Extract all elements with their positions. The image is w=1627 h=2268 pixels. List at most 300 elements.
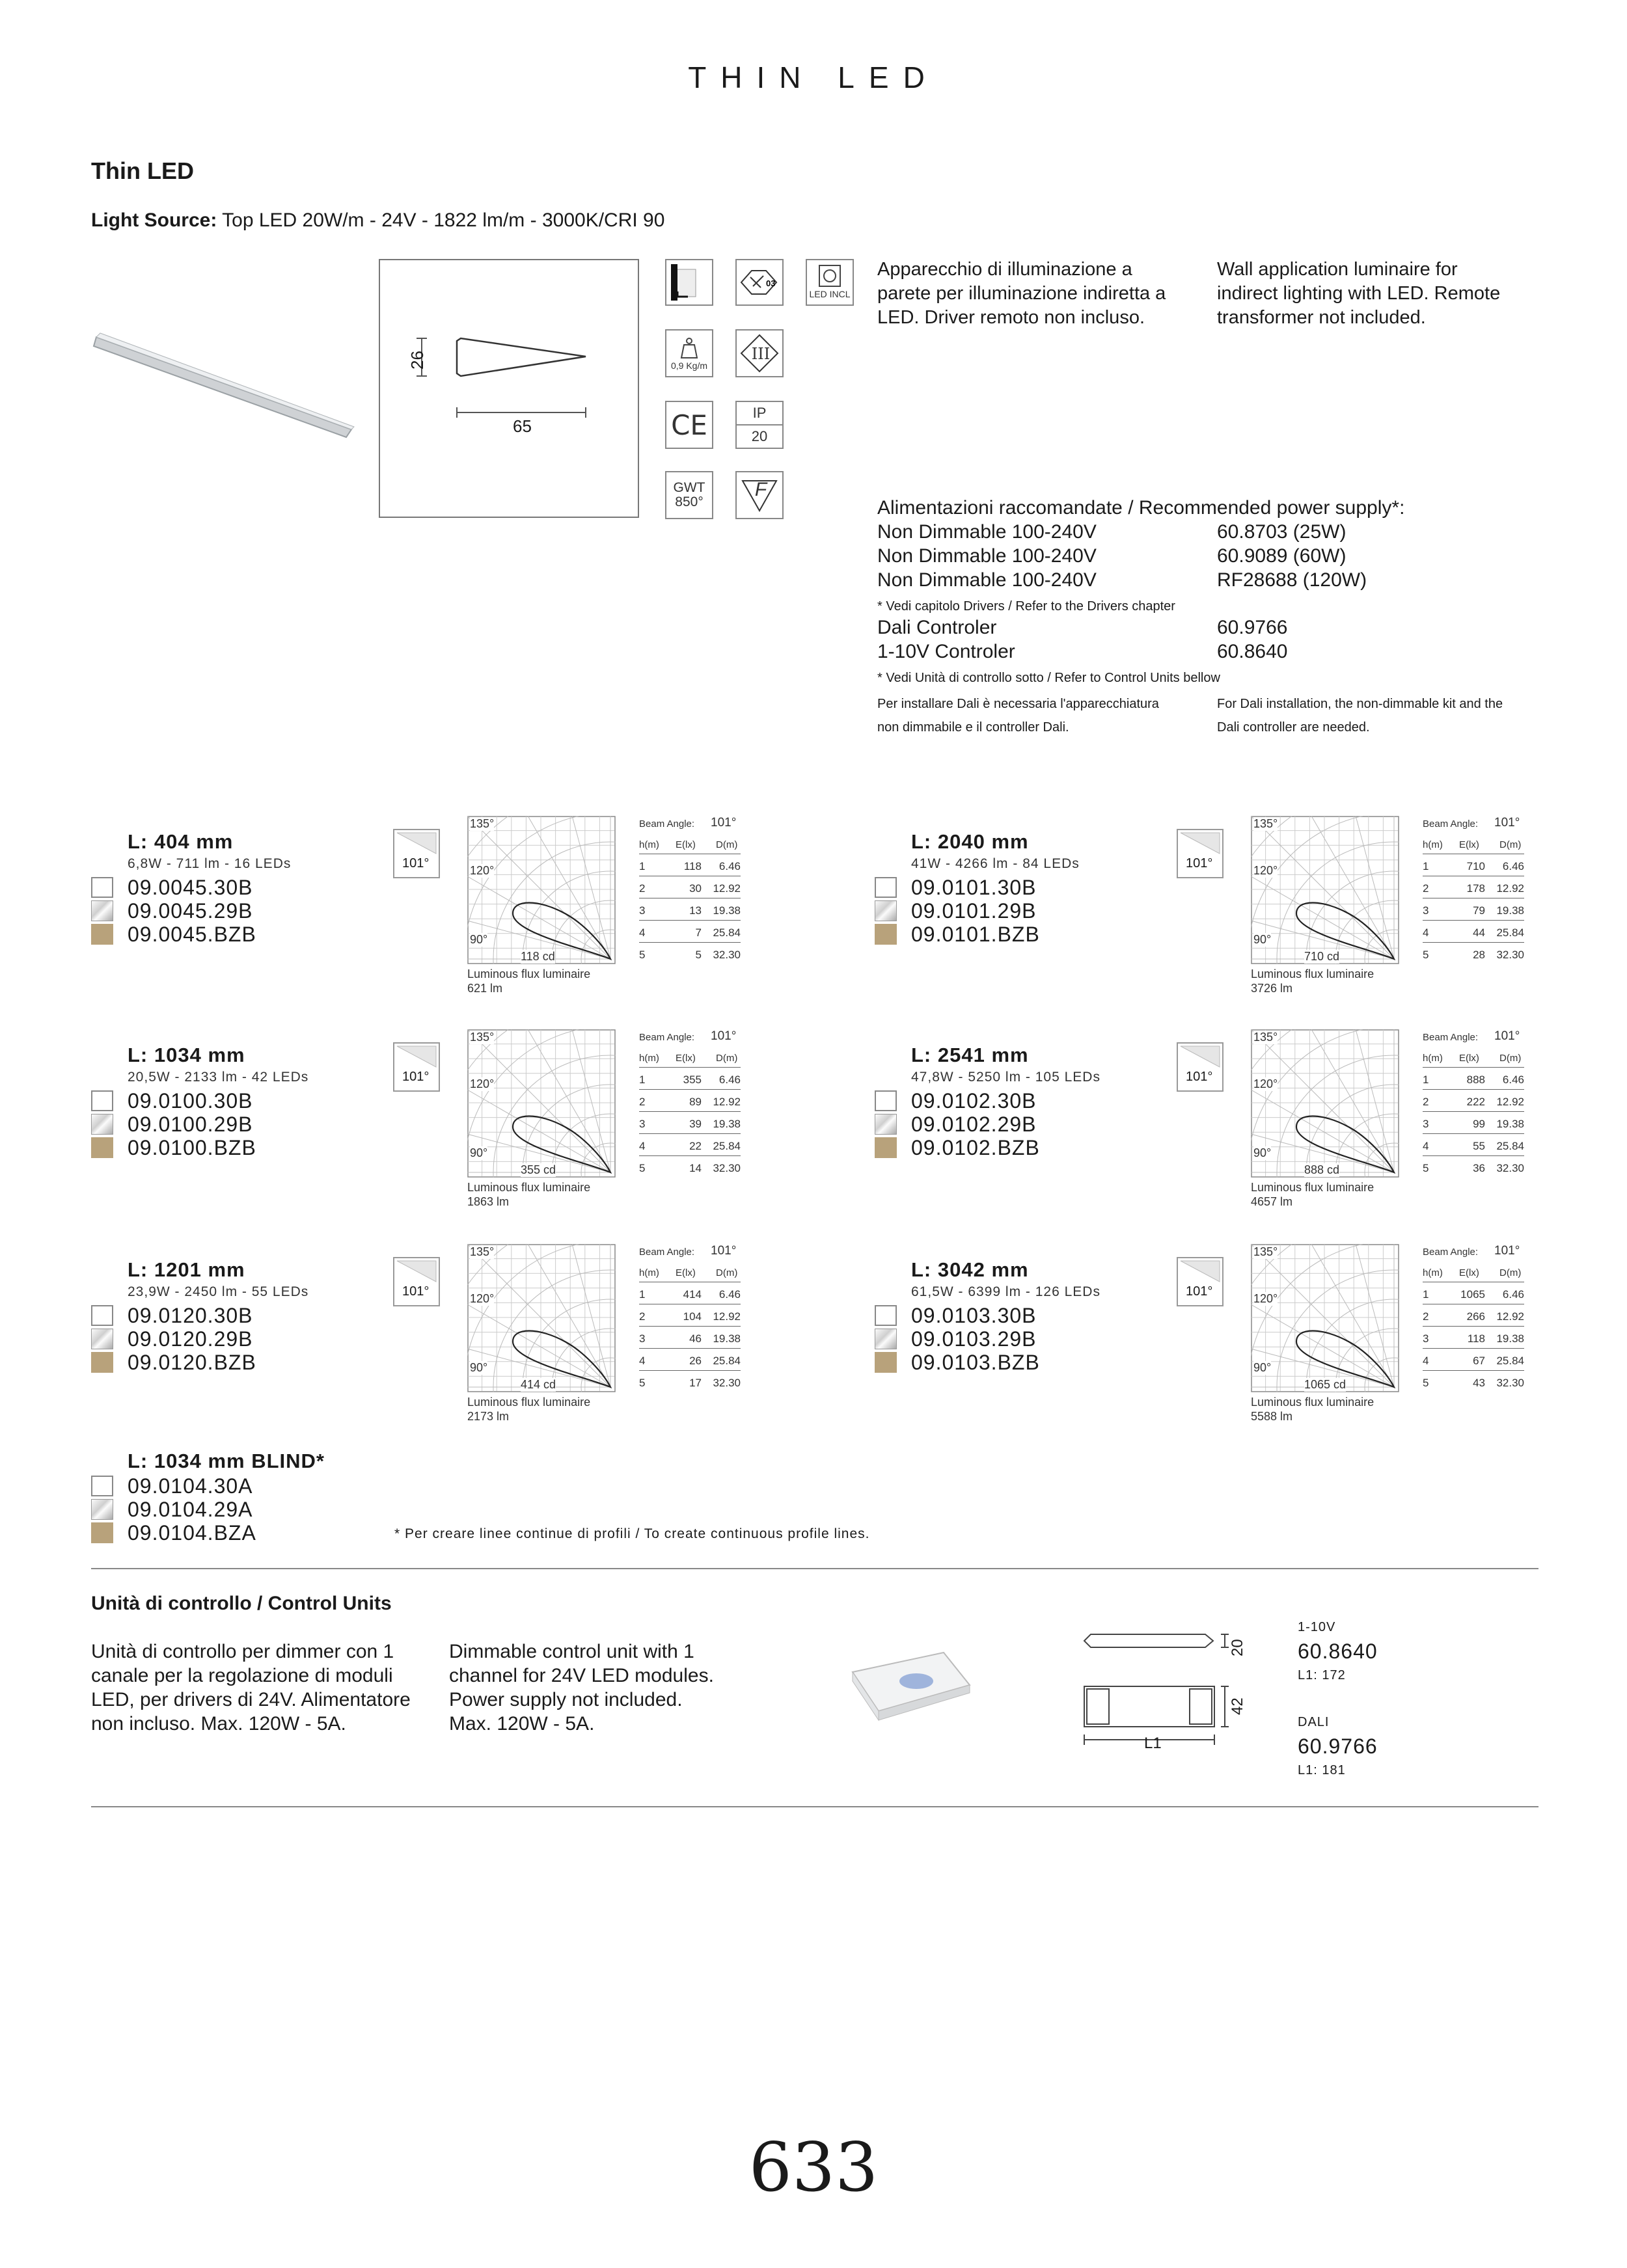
- table-cell-h: 2: [1423, 1310, 1429, 1323]
- col-h-header: h(m): [639, 1053, 659, 1064]
- swatch-bronze: [91, 924, 113, 945]
- cu-l1: L1: 181: [1298, 1763, 1346, 1777]
- table-cell-e: 178: [1466, 882, 1485, 895]
- table-cell-d: 12.92: [713, 1096, 741, 1108]
- flux-label: Luminous flux luminaire: [1251, 967, 1374, 980]
- table-cell-e: 99: [1473, 1118, 1485, 1130]
- dali-note-en-line: For Dali installation, the non-dimmable kit and the: [1217, 697, 1503, 711]
- page-title: THIN LED: [688, 61, 939, 94]
- light-source: [91, 209, 664, 232]
- swatch-chrome: [91, 1499, 113, 1520]
- blind-code: 09.0104.BZA: [128, 1521, 256, 1545]
- table-cell-h: 1: [1423, 860, 1429, 872]
- col-e-header: E(lx): [676, 1267, 696, 1278]
- beam-cone-icon: [394, 830, 439, 856]
- gwt-label: GWT: [673, 480, 705, 495]
- beam-angle-icon: [393, 829, 440, 878]
- table-cell-d: 25.84: [1496, 926, 1524, 939]
- variant-title: L: 3042 mm: [911, 1258, 1029, 1281]
- table-cell-e: 118: [683, 860, 702, 872]
- control-units-desc-it: [91, 1640, 411, 1736]
- swatch-bronze: [875, 924, 897, 945]
- variant-title: L: 1034 mm: [128, 1044, 245, 1066]
- flux-value: 2173 lm: [467, 1410, 510, 1423]
- table-cell-e: 55: [1473, 1140, 1485, 1152]
- col-h-header: h(m): [1423, 1053, 1443, 1064]
- table-cell-e: 36: [1473, 1162, 1485, 1174]
- cu-type: DALI: [1298, 1715, 1330, 1729]
- table-cell-d: 6.46: [718, 1073, 741, 1086]
- table-cell-h: 2: [1423, 1096, 1429, 1108]
- table-cell-d: 32.30: [1496, 1377, 1524, 1389]
- beam-angle-icon: [1177, 829, 1224, 878]
- product-code: 09.0101.BZB: [911, 923, 1040, 946]
- cu-en-line: Max. 120W - 5A.: [449, 1713, 595, 1735]
- table-cell-h: 5: [1423, 949, 1429, 961]
- cu-en-line: Dimmable control unit with 1: [449, 1641, 694, 1662]
- light-source-label: Light Source:: [91, 209, 217, 231]
- beam-angle-title: Beam Angle:: [639, 1032, 695, 1043]
- power-supply-value: 60.9089 (60W): [1217, 545, 1347, 567]
- table-cell-h: 4: [1423, 926, 1429, 939]
- swatch-bronze: [875, 1352, 897, 1373]
- dimension-l1: L1: [1144, 1735, 1162, 1752]
- angle-120-label: 120°: [1253, 864, 1278, 877]
- table-cell-e: 104: [683, 1310, 702, 1323]
- table-cell-d: 32.30: [1496, 1162, 1524, 1174]
- variant-spec: 20,5W - 2133 lm - 42 LEDs: [128, 1070, 309, 1085]
- col-h-header: h(m): [639, 839, 659, 850]
- swatch-chrome: [91, 900, 113, 921]
- polar-diagram: [1251, 816, 1399, 964]
- swatch-white: [91, 877, 113, 898]
- table-cell-d: 25.84: [713, 1140, 741, 1152]
- swatch-chrome: [91, 1114, 113, 1135]
- beam-angle-title: Beam Angle:: [1423, 1032, 1479, 1043]
- table-row-rule: [1423, 1133, 1524, 1134]
- gwt-icon: [665, 471, 713, 519]
- drivers-note: * Vedi capitolo Drivers / Refer to the Drivers chapter: [877, 599, 1175, 614]
- flux-label: Luminous flux luminaire: [467, 1396, 591, 1409]
- beam-cone-shape: [1181, 1261, 1220, 1282]
- led-incl-label: LED INCL: [809, 289, 851, 299]
- polar-diagram: [467, 1029, 616, 1178]
- table-cell-h: 1: [639, 1288, 646, 1301]
- ip-rating-icon: [735, 401, 784, 449]
- table-cell-e: 46: [689, 1332, 702, 1345]
- table-row-rule: [639, 1111, 741, 1112]
- product-code: 09.0045.BZB: [128, 923, 256, 946]
- table-cell-e: 118: [1467, 1332, 1485, 1345]
- table-cell-e: 13: [689, 904, 702, 917]
- table-cell-e: 5: [695, 949, 702, 961]
- product-code: 09.0120.30B: [128, 1304, 253, 1327]
- table-cell-h: 1: [1423, 1073, 1429, 1086]
- table-cell-d: 19.38: [1496, 1118, 1524, 1130]
- variant-spec: 47,8W - 5250 lm - 105 LEDs: [911, 1070, 1101, 1085]
- angle-120-label: 120°: [470, 1077, 495, 1090]
- table-cell-d: 25.84: [713, 926, 741, 939]
- power-supply-labels-2: [877, 615, 1015, 664]
- col-e-header: E(lx): [676, 1053, 696, 1064]
- table-cell-h: 5: [1423, 1377, 1429, 1389]
- polar-diagram: [1251, 1244, 1399, 1392]
- table-cell-h: 4: [639, 1355, 646, 1367]
- beam-angle-value: 101°: [711, 816, 737, 830]
- table-cell-h: 4: [639, 1140, 646, 1152]
- table-cell-e: 28: [1473, 949, 1485, 961]
- flux-value: 621 lm: [467, 982, 503, 995]
- angle-135-label: 135°: [1253, 1031, 1278, 1044]
- beam-angle-value: 101°: [1494, 1244, 1520, 1258]
- candela-label: 414 cd: [521, 1378, 556, 1391]
- table-cell-e: 222: [1466, 1096, 1485, 1108]
- table-cell-h: 5: [639, 1377, 646, 1389]
- dali-note-en: [1217, 692, 1503, 739]
- f-mark-icon: [735, 471, 784, 519]
- swatch-white: [875, 1305, 897, 1326]
- variant-title: L: 2541 mm: [911, 1044, 1029, 1066]
- col-d-header: D(m): [716, 1267, 738, 1278]
- description-en-line: indirect lighting with LED. Remote: [1217, 283, 1501, 304]
- table-cell-h: 1: [639, 1073, 646, 1086]
- beam-cone-icon: [394, 1258, 439, 1284]
- candela-label: 355 cd: [521, 1163, 556, 1176]
- table-row-rule: [639, 920, 741, 921]
- table-row-rule: [1423, 1111, 1524, 1112]
- angle-135-label: 135°: [1253, 817, 1278, 830]
- table-cell-e: 1065: [1460, 1288, 1485, 1301]
- table-cell-d: 19.38: [713, 1118, 741, 1130]
- angle-90-label: 90°: [1253, 1361, 1272, 1374]
- flux-label: Luminous flux luminaire: [1251, 1181, 1374, 1194]
- table-cell-h: 4: [639, 926, 646, 939]
- swatch-bronze: [91, 1522, 113, 1543]
- table-cell-h: 5: [639, 949, 646, 961]
- table-cell-e: 414: [683, 1288, 702, 1301]
- dali-note-it-line: Per installare Dali è necessaria l'apparecchiatura: [877, 697, 1159, 711]
- angle-135-label: 135°: [470, 817, 495, 830]
- table-cell-h: 3: [1423, 904, 1429, 917]
- flux-value: 4657 lm: [1251, 1195, 1293, 1208]
- profile-sketch: [379, 259, 639, 518]
- variant-spec: 41W - 4266 lm - 84 LEDs: [911, 856, 1080, 871]
- table-cell-e: 89: [689, 1096, 702, 1108]
- table-cell-h: 2: [639, 1096, 646, 1108]
- table-cell-d: 32.30: [713, 1162, 741, 1174]
- table-cell-h: 4: [1423, 1355, 1429, 1367]
- table-cell-h: 2: [1423, 882, 1429, 895]
- table-cell-e: 30: [689, 882, 702, 895]
- beam-cone-shape: [397, 1261, 436, 1282]
- table-cell-e: 888: [1466, 1073, 1485, 1086]
- table-row-rule: [1423, 1348, 1524, 1349]
- cu-type: 1-10V: [1298, 1620, 1336, 1634]
- swatch-bronze: [91, 1352, 113, 1373]
- table-cell-h: 2: [639, 1310, 646, 1323]
- dimension-42: 42: [1229, 1697, 1246, 1715]
- beam-angle-label: 101°: [402, 1070, 430, 1084]
- table-cell-e: 710: [1466, 860, 1485, 872]
- candela-label: 1065 cd: [1304, 1378, 1347, 1391]
- table-cell-d: 19.38: [713, 904, 741, 917]
- table-cell-e: 26: [689, 1355, 702, 1367]
- cu-l1: L1: 172: [1298, 1668, 1346, 1682]
- col-e-header: E(lx): [676, 839, 696, 850]
- table-cell-h: 3: [1423, 1332, 1429, 1345]
- class-iii-icon: [735, 329, 784, 377]
- table-row-rule: [1423, 942, 1524, 943]
- col-h-header: h(m): [1423, 1267, 1443, 1278]
- table-cell-d: 32.30: [1496, 949, 1524, 961]
- beam-angle-title: Beam Angle:: [639, 1247, 695, 1258]
- table-cell-h: 3: [1423, 1118, 1429, 1130]
- candela-label: 710 cd: [1304, 950, 1340, 963]
- angle-90-label: 90°: [1253, 933, 1272, 946]
- swatch-white: [91, 1090, 113, 1111]
- table-row-rule: [1423, 1326, 1524, 1327]
- dimension-20: 20: [1229, 1639, 1246, 1656]
- beam-angle-label: 101°: [1186, 856, 1213, 871]
- table-row-rule: [639, 1326, 741, 1327]
- table-row-rule: [1423, 1370, 1524, 1371]
- col-d-header: D(m): [1499, 1053, 1522, 1064]
- col-e-header: E(lx): [1459, 1267, 1479, 1278]
- swatch-chrome: [875, 900, 897, 921]
- flux-value: 1863 lm: [467, 1195, 510, 1208]
- table-cell-d: 25.84: [1496, 1140, 1524, 1152]
- power-supply-values-2: [1217, 615, 1287, 664]
- table-cell-d: 19.38: [1496, 1332, 1524, 1345]
- table-cell-d: 12.92: [713, 882, 741, 895]
- ce-mark-icon: CE: [665, 401, 713, 449]
- power-supply-label: Dali Controler: [877, 617, 997, 638]
- table-cell-h: 5: [1423, 1162, 1429, 1174]
- product-photo: [91, 332, 358, 442]
- variant-title: L: 404 mm: [128, 830, 234, 853]
- table-cell-h: 5: [639, 1162, 646, 1174]
- description-it-line: LED. Driver remoto non incluso.: [877, 307, 1145, 328]
- beam-angle-label: 101°: [1186, 1284, 1213, 1299]
- beam-angle-value: 101°: [711, 1244, 737, 1258]
- table-cell-d: 12.92: [1496, 1310, 1524, 1323]
- product-code: 09.0103.29B: [911, 1327, 1037, 1351]
- table-cell-d: 32.30: [713, 1377, 741, 1389]
- table-cell-h: 4: [1423, 1140, 1429, 1152]
- power-supply-value: 60.8640: [1217, 641, 1288, 662]
- control-units-desc-en: [449, 1640, 714, 1736]
- beam-cone-icon: [1178, 1044, 1222, 1070]
- angle-90-label: 90°: [470, 1361, 488, 1374]
- blind-code: 09.0104.30A: [128, 1474, 253, 1498]
- light-source-value: Top LED 20W/m - 24V - 1822 lm/m - 3000K/CRI 90: [217, 209, 665, 231]
- table-cell-h: 2: [639, 882, 646, 895]
- beam-angle-value: 101°: [711, 1029, 737, 1043]
- beam-cone-shape: [1181, 833, 1220, 854]
- cu-code: 60.9766: [1298, 1735, 1378, 1758]
- beam-cone-icon: [1178, 1258, 1222, 1284]
- blind-variant-title: L: 1034 mm BLIND*: [128, 1450, 325, 1472]
- table-cell-d: 19.38: [1496, 904, 1524, 917]
- swatch-chrome: [91, 1329, 113, 1349]
- class-iii-label: III: [751, 345, 771, 363]
- col-d-header: D(m): [716, 1053, 738, 1064]
- angle-90-label: 90°: [470, 1146, 488, 1159]
- flux-label: Luminous flux luminaire: [467, 1181, 591, 1194]
- beam-angle-label: 101°: [1186, 1070, 1213, 1084]
- height-dimension: 26: [407, 351, 427, 370]
- table-cell-e: 67: [1473, 1355, 1485, 1367]
- beam-angle-title: Beam Angle:: [639, 818, 695, 830]
- angle-120-label: 120°: [1253, 1077, 1278, 1090]
- power-supply-label: Non Dimmable 100-240V: [877, 569, 1097, 591]
- swatch-white: [91, 1476, 113, 1496]
- variant-spec: 6,8W - 711 lm - 16 LEDs: [128, 856, 292, 871]
- product-code: 09.0101.30B: [911, 876, 1037, 899]
- table-cell-d: 12.92: [1496, 1096, 1524, 1108]
- table-row-rule: [1423, 920, 1524, 921]
- product-code: 09.0100.BZB: [128, 1136, 256, 1159]
- table-row-rule: [639, 1370, 741, 1371]
- product-title: Thin LED: [91, 157, 194, 184]
- power-supply-label: Non Dimmable 100-240V: [877, 521, 1097, 543]
- dali-note-en-line: Dali controller are needed.: [1217, 720, 1370, 735]
- table-cell-e: 7: [695, 926, 702, 939]
- beam-cone-icon: [1178, 830, 1222, 856]
- control-units-note: * Vedi Unità di controllo sotto / Refer to Control Units bellow: [877, 671, 1220, 685]
- angle-120-label: 120°: [470, 864, 495, 877]
- candela-label: 118 cd: [521, 950, 555, 963]
- description-it: [877, 258, 1166, 330]
- swatch-white: [875, 877, 897, 898]
- table-cell-d: 6.46: [1502, 1073, 1524, 1086]
- table-row-rule: [1423, 1155, 1524, 1156]
- table-cell-e: 43: [1473, 1377, 1485, 1389]
- table-row-rule: [1423, 1089, 1524, 1090]
- table-cell-h: 3: [639, 1332, 646, 1345]
- section-divider: [91, 1806, 1538, 1807]
- dali-note-it: [877, 692, 1159, 739]
- beam-angle-icon: [393, 1042, 440, 1092]
- table-cell-d: 32.30: [713, 949, 741, 961]
- angle-135-label: 135°: [470, 1245, 495, 1258]
- candela-label: 888 cd: [1304, 1163, 1340, 1176]
- product-code: 09.0120.29B: [128, 1327, 253, 1351]
- table-cell-h: 3: [639, 1118, 646, 1130]
- table-cell-d: 6.46: [1502, 1288, 1524, 1301]
- weight-label: 0,9 Kg/m: [670, 360, 708, 371]
- flux-value: 3726 lm: [1251, 982, 1293, 995]
- product-code: 09.0100.29B: [128, 1113, 253, 1136]
- swatch-chrome: [875, 1114, 897, 1135]
- power-supply-value: 60.8703 (25W): [1217, 521, 1347, 543]
- table-cell-d: 12.92: [713, 1310, 741, 1323]
- polar-diagram: [1251, 1029, 1399, 1178]
- dali-note-it-line: non dimmabile e il controller Dali.: [877, 720, 1069, 735]
- beam-angle-label: 101°: [402, 856, 430, 871]
- variant-spec: 61,5W - 6399 lm - 126 LEDs: [911, 1284, 1101, 1299]
- variant-title: L: 2040 mm: [911, 830, 1029, 853]
- table-cell-e: 355: [683, 1073, 702, 1086]
- col-e-header: E(lx): [1459, 1053, 1479, 1064]
- cu-en-line: channel for 24V LED modules.: [449, 1665, 714, 1686]
- col-h-header: h(m): [1423, 839, 1443, 850]
- table-cell-e: 14: [689, 1162, 702, 1174]
- table-cell-e: 266: [1466, 1310, 1485, 1323]
- power-supply-label: 1-10V Controler: [877, 641, 1015, 662]
- description-en: [1217, 258, 1500, 330]
- ip-value: 20: [751, 428, 768, 444]
- col-h-header: h(m): [639, 1267, 659, 1278]
- power-supply-label: Non Dimmable 100-240V: [877, 545, 1097, 567]
- product-code: 09.0103.30B: [911, 1304, 1037, 1327]
- cu-it-line: LED, per drivers di 24V. Alimentatore: [91, 1689, 411, 1710]
- ip-divider: [735, 424, 784, 425]
- table-cell-h: 1: [639, 860, 646, 872]
- cu-code: 60.8640: [1298, 1640, 1378, 1663]
- table-cell-e: 17: [689, 1377, 702, 1389]
- product-code: 09.0101.29B: [911, 899, 1037, 923]
- power-supply-value: RF28688 (120W): [1217, 569, 1367, 591]
- angle-90-label: 90°: [470, 933, 488, 946]
- col-d-header: D(m): [1499, 1267, 1522, 1278]
- flux-label: Luminous flux luminaire: [467, 967, 591, 980]
- description-en-line: Wall application luminaire for: [1217, 259, 1458, 280]
- product-code: 09.0102.BZB: [911, 1136, 1040, 1159]
- power-supply-title: Alimentazioni raccomandate / Recommended power supply*:: [877, 497, 1405, 519]
- description-it-line: Apparecchio di illuminazione a: [877, 259, 1132, 280]
- swatch-white: [875, 1090, 897, 1111]
- control-units-title: Unità di controllo / Control Units: [91, 1593, 392, 1614]
- cu-it-line: Unità di controllo per dimmer con 1: [91, 1641, 394, 1662]
- energy-class-icon: [735, 259, 784, 306]
- table-cell-e: 39: [689, 1118, 702, 1130]
- power-supply-value: 60.9766: [1217, 617, 1288, 638]
- gwt-value: 850°: [675, 494, 704, 509]
- polar-diagram: [467, 816, 616, 964]
- col-e-header: E(lx): [1459, 839, 1479, 850]
- ip-label: IP: [752, 405, 767, 421]
- table-header-rule: [1423, 1067, 1524, 1068]
- wall-mount-icon: [665, 259, 713, 306]
- profile-drawing: [380, 260, 638, 517]
- cu-it-line: non incluso. Max. 120W - 5A.: [91, 1713, 346, 1735]
- description-en-line: transformer not included.: [1217, 307, 1426, 328]
- beam-angle-label: 101°: [402, 1284, 430, 1299]
- table-cell-d: 19.38: [713, 1332, 741, 1345]
- product-code: 09.0102.30B: [911, 1089, 1037, 1113]
- beam-angle-icon: [1177, 1042, 1224, 1092]
- table-cell-d: 25.84: [713, 1355, 741, 1367]
- beam-angle-value: 101°: [1494, 816, 1520, 830]
- page-number: 633: [748, 2127, 879, 2207]
- swatch-white: [91, 1305, 113, 1326]
- table-cell-d: 6.46: [718, 860, 741, 872]
- col-d-header: D(m): [1499, 839, 1522, 850]
- angle-120-label: 120°: [470, 1292, 495, 1305]
- beam-cone-shape: [397, 833, 436, 854]
- table-cell-h: 3: [639, 904, 646, 917]
- f-mark-label: F: [754, 479, 767, 500]
- weight-symbol-icon: [676, 336, 702, 360]
- beam-cone-shape: [397, 1046, 436, 1067]
- weight-icon: [665, 329, 713, 377]
- product-code: 09.0102.29B: [911, 1113, 1037, 1136]
- product-code: 09.0045.30B: [128, 876, 253, 899]
- beam-angle-title: Beam Angle:: [1423, 1247, 1479, 1258]
- table-cell-h: 1: [1423, 1288, 1429, 1301]
- product-code: 09.0120.BZB: [128, 1351, 256, 1374]
